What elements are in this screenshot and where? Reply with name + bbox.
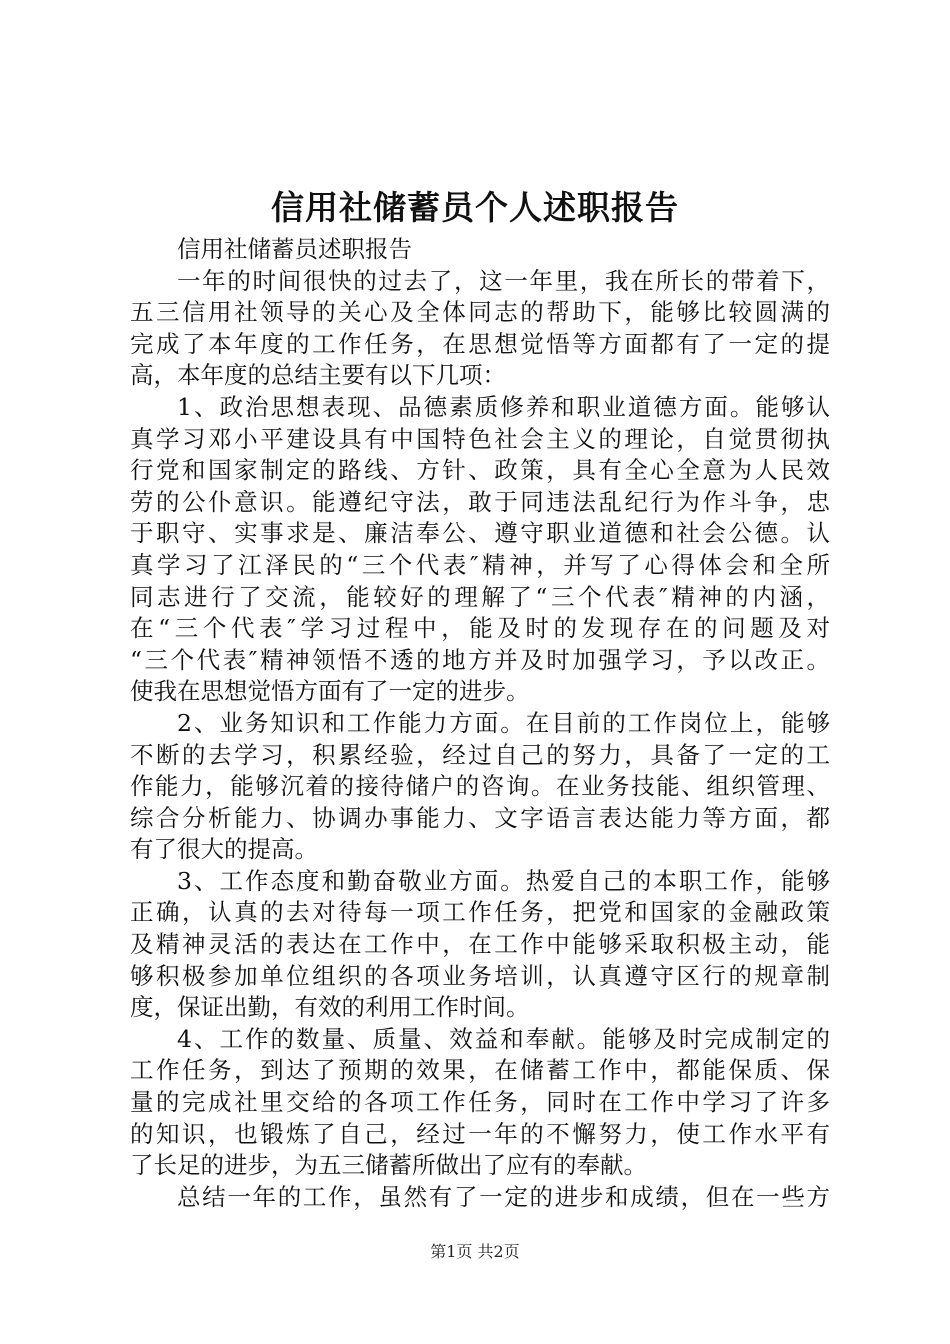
document-title: 信用社储蓄员个人述职报告 [271, 188, 679, 227]
body-line: “三个代表″精神领悟不透的地方并及时加强学习，予以改正。 [130, 645, 830, 674]
body-line: 劳的公仆意识。能遵纪守法，敢于同违法乱纪行为作斗争，忠 [130, 487, 830, 516]
body-line: 量的完成社里交给的各项工作任务，同时在工作中学习了许多 [130, 1088, 830, 1117]
body-line: 及精神灵活的表达在工作中，在工作中能够采取积极主动，能 [130, 930, 830, 959]
body-line: 于职守、实事求是、廉洁奉公、遵守职业道德和社会公德。认 [130, 519, 830, 548]
body-line: 综合分析能力、协调办事能力、文字语言表达能力等方面，都 [130, 803, 830, 832]
body-line: 4、工作的数量、质量、效益和奉献。能够及时完成制定的 [177, 1024, 830, 1053]
body-line: 真学习邓小平建设具有中国特色社会主义的理论，自觉贯彻执 [130, 424, 830, 453]
body-line: 2、业务知识和工作能力方面。在目前的工作岗位上，能够 [177, 708, 830, 737]
body-line: 五三信用社领导的关心及全体同志的帮助下，能够比较圆满的 [130, 298, 830, 327]
body-line: 高，本年度的总结主要有以下几项： [130, 361, 506, 390]
body-line: 同志进行了交流，能较好的理解了“三个代表″精神的内涵， [130, 582, 830, 611]
body-line: 总结一年的工作，虽然有了一定的进步和成绩，但在一些方 [177, 1182, 830, 1211]
body-line: 3、工作态度和勤奋敬业方面。热爱自己的本职工作，能够 [177, 866, 830, 895]
body-line: 行党和国家制定的路线、方针、政策，具有全心全意为人民效 [130, 456, 830, 485]
body-line: 1、政治思想表现、品德素质修养和职业道德方面。能够认 [177, 392, 830, 421]
body-line: 有了很大的提高。 [130, 835, 318, 864]
body-line: 了长足的进步，为五三储蓄所做出了应有的奉献。 [130, 1151, 647, 1180]
body-line: 的知识，也锻炼了自己，经过一年的不懈努力，使工作水平有 [130, 1119, 830, 1148]
body-line: 真学习了江泽民的“三个代表″精神，并写了心得体会和全所 [130, 550, 830, 579]
body-line: 使我在思想觉悟方面有了一定的进步。 [130, 677, 530, 706]
body-line: 作能力，能够沉着的接待储户的咨询。在业务技能、组织管理、 [130, 772, 830, 801]
body-line: 不断的去学习，积累经验，经过自己的努力，具备了一定的工 [130, 740, 830, 769]
body-line: 完成了本年度的工作任务，在思想觉悟等方面都有了一定的提 [130, 329, 830, 358]
body-line: 一年的时间很快的过去了，这一年里，我在所长的带着下， [177, 266, 830, 295]
body-line: 在“三个代表″学习过程中，能及时的发现存在的问题及对 [130, 614, 830, 643]
body-line: 信用社储蓄员述职报告 [177, 235, 412, 263]
body-line: 工作任务，到达了预期的效果，在储蓄工作中，都能保质、保 [130, 1056, 830, 1085]
body-line: 度，保证出勤，有效的利用工作时间。 [130, 993, 530, 1022]
page-footer: 第1页 共2页 [430, 1242, 520, 1261]
body-line: 够积极参加单位组织的各项业务培训，认真遵守区行的规章制 [130, 961, 830, 990]
document-body [130, 234, 830, 1213]
body-line: 正确，认真的去对待每一项工作任务，把党和国家的金融政策 [130, 898, 830, 927]
